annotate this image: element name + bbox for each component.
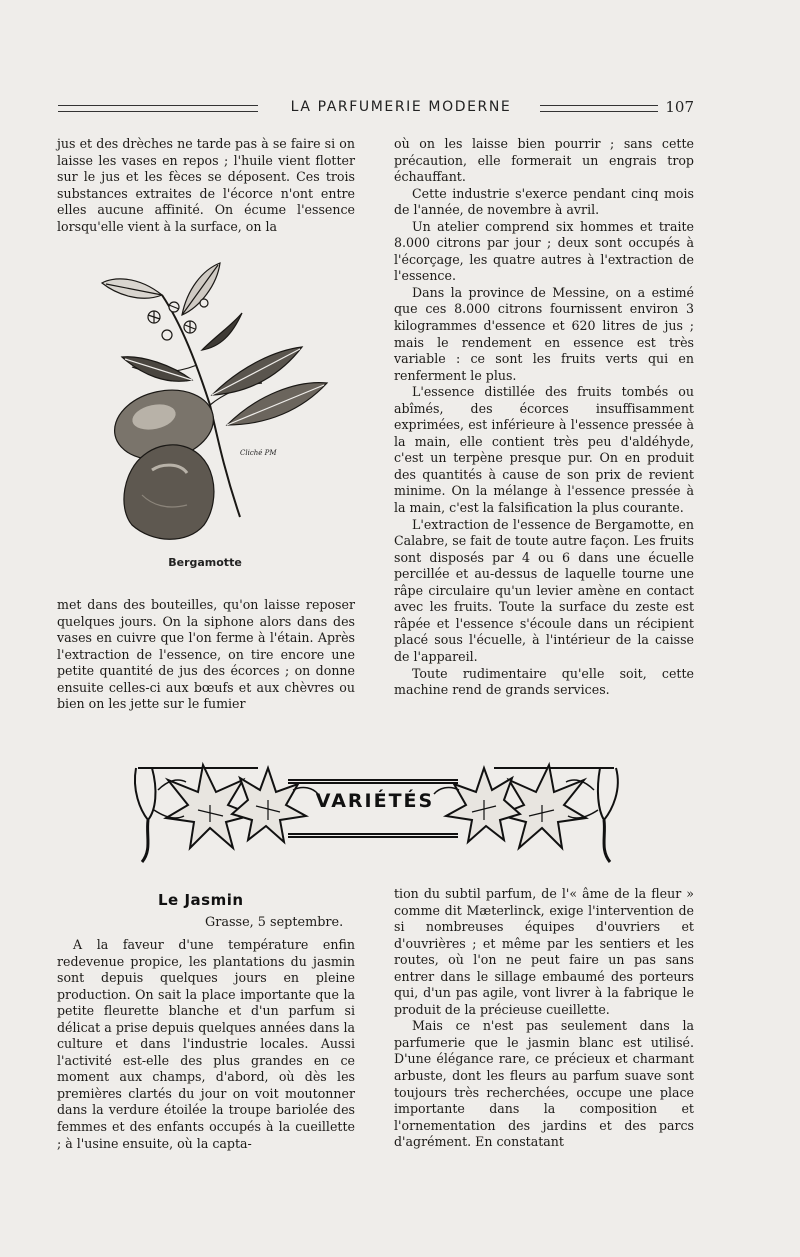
header-rule-left (58, 105, 258, 112)
paragraph: où on les laisse bien pourrir ; sans cette précaution, elle formerait un engrais trop échauffant. (394, 136, 694, 185)
paragraph: L'extraction de l'essence de Bergamotte, en Calabre, se fait de toute autre façon. Les fruits sont disposés par 4 ou 6 dans une écuelle percillée et au-dessus de laquelle tourne une râpe circulaire qu'un levier amène en contact avec les fruits. Toute la surface du zeste est râpée et l'essence s'écoule dans un récipient placé sous l'écuelle, à l'intérieur de la caisse de l'appareil. (394, 516, 694, 664)
column-left-bottom (57, 597, 355, 713)
paragraph: L'essence distillée des fruits tombés ou abîmés, des écorces insuffisamment exprimées, est inférieure à l'essence pressée à la main, elle contient très peu d'aldéhyde, c'est un terpène presque pur. On en produit des quantités à cause de son prix de revient minime. On la mélange à l'essence pressée à la main, c'est la falsification la plus courante. (394, 384, 694, 516)
article-dateline: Grasse, 5 septembre. (205, 915, 344, 930)
paragraph: met dans des bouteilles, qu'on laisse reposer quelques jours. On la siphone alors dans des vases en cuivre que l'on ferme à l'étain. Après l'extraction de l'essence, on tire encore une petite quantité de jus des écorces ; on donne ensuite celles-ci aux bœufs et aux chèvres ou bien on les jette sur le fumier (57, 597, 355, 712)
article-column-left (57, 937, 355, 1152)
paragraph: Toute rudimentaire qu'elle soit, cette machine rend de grands services. (394, 665, 694, 698)
paragraph: Un atelier comprend six hommes et traite 8.000 citrons par jour ; deux sont occupés à l'écorçage, les quatre autres à l'extraction de l'essence. (394, 218, 694, 284)
paragraph: A la faveur d'une température enfin redevenue propice, les plantations du jasmin sont depuis quelques jours en pleine production. On sait la place importante que la petite fleurette blanche et d'un parfum si délicat a prise depuis quelques années dans la culture et dans l'industrie locales. Aussi l'activité est-elle des plus grandes en ce moment aux champs, d'abord, où dès les premières clartés du jour on voit moutonner dans la verdure étoilée la troupe bariolée des femmes et des enfants occupés à la cueillette ; à l'usine ensuite, où la capta- (57, 937, 355, 1151)
paragraph: Dans la province de Messine, on a estimé que ces 8.000 citrons fournissent environ 3 kilogrammes d'essence et 620 litres de jus ; mais le rendement en essence est très variable : ce sont les fruits verts qui en renferment le plus. (394, 284, 694, 383)
paragraph: tion du subtil parfum, de l'« âme de la fleur » comme dit Mæterlinck, exige l'intervention de si nombreuses équipes d'ouvriers et d'ouvrières ; et même par les sentiers et les routes, où l'on ne peut faire un pas sans entrer dans le sillage embaumé des porteurs qui, d'un pas agile, vont livrer à la fabrique le produit de la précieuse cueillette. (394, 886, 694, 1017)
column-right (394, 136, 694, 699)
section-title: VARIÉTÉS (315, 790, 435, 812)
paragraph: jus et des drèches ne tarde pas à se faire si on laisse les vases en repos ; l'huile vient flotter sur le jus et les fèces se déposent. Ces trois substances extraites de l'écorce n'ont entre elles aucune affinité. On écume l'essence lorsqu'elle vient à la surface, on la (57, 136, 355, 234)
article-column-right (394, 886, 694, 1151)
bergamot-illustration (92, 255, 342, 545)
paragraph: Mais ce n'est pas seulement dans la parfumerie que le jasmin blanc est utilisé. D'une élégance rare, ce précieux et charmant arbuste, dont les fleurs au parfum suave sont toujours très recherchées, occupe une place importante dans la composition et l'ornementation des jardins et des parcs d'agrément. En constatant (394, 1018, 694, 1150)
article-title: Le Jasmin (158, 891, 244, 909)
paragraph: Cette industrie s'exerce pendant cinq mois de l'année, de novembre à avril. (394, 185, 694, 218)
running-header (58, 99, 694, 121)
running-title: LA PARFUMERIE MODERNE (290, 99, 512, 115)
page-number: 107 (665, 98, 694, 116)
illustration-signature: Cliché PM (240, 449, 277, 457)
column-left-top (57, 136, 355, 235)
figure-caption: Bergamotte (168, 556, 242, 569)
header-rule-right (540, 105, 658, 112)
